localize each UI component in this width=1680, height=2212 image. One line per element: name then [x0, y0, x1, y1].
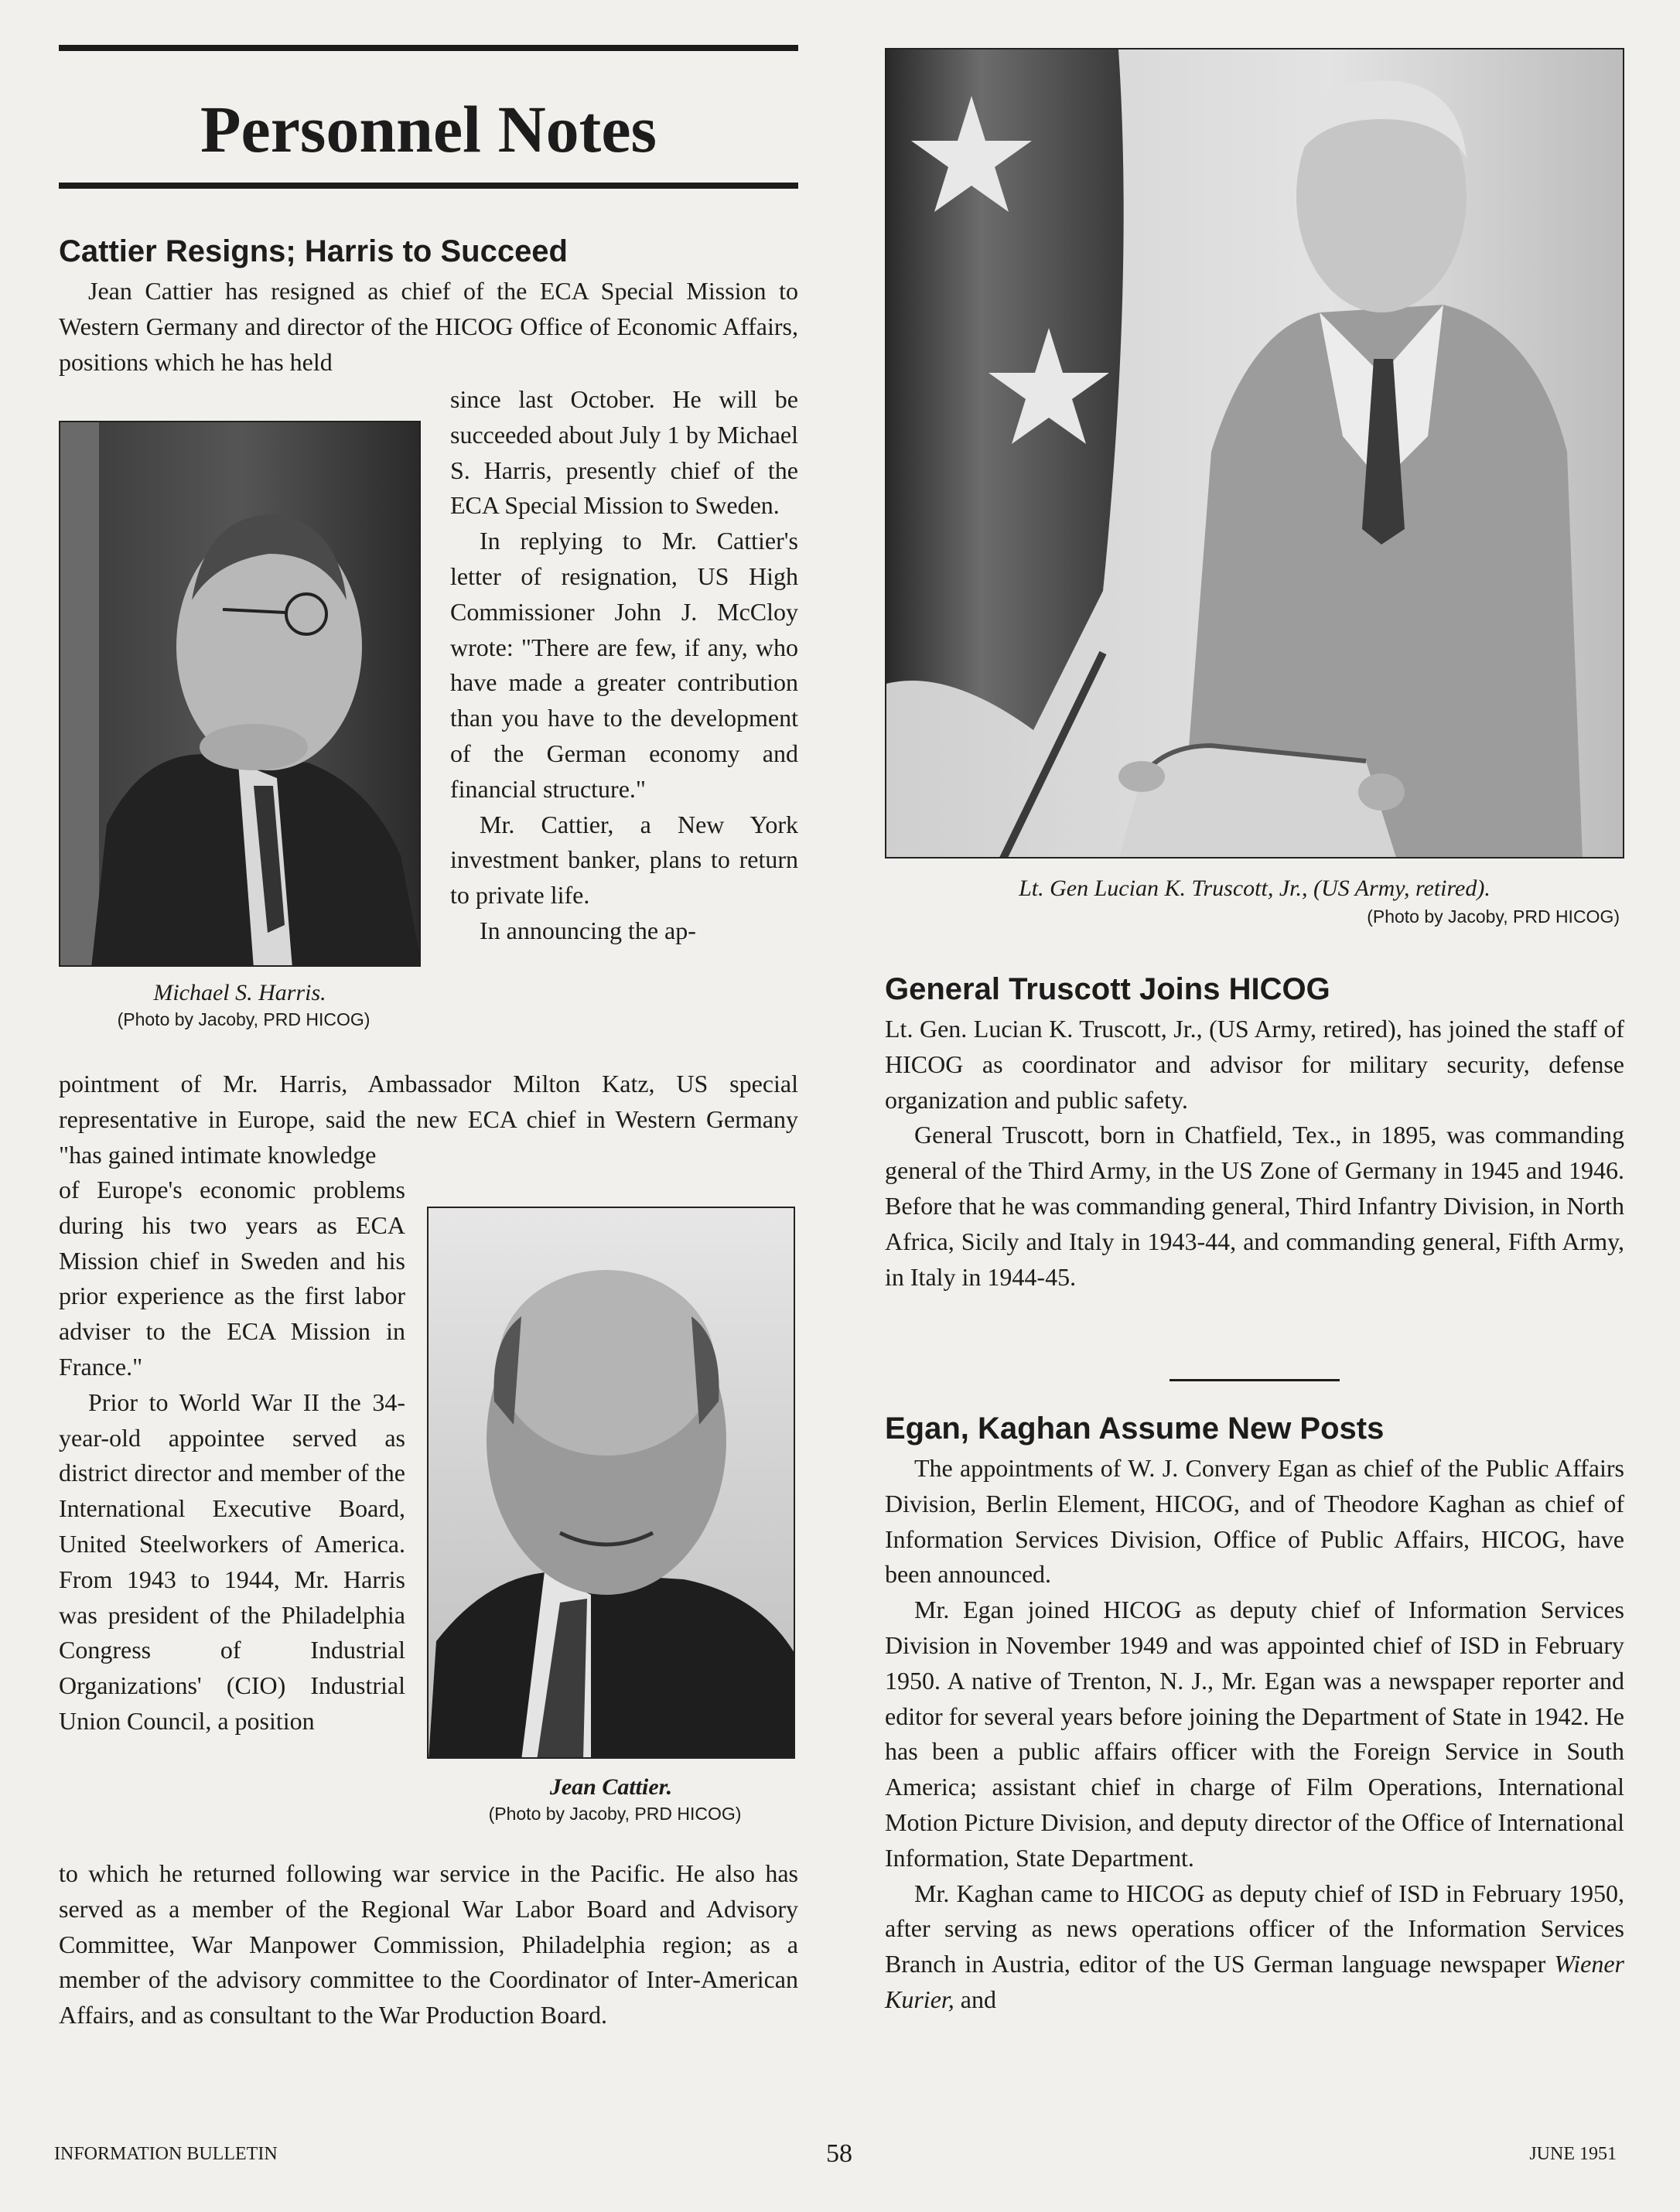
- article1-paragraph-4c: of Europe's economic problems during his two years as ECA Mission chief in Sweden and his prior experience as the first labor adviser to the ECA Mission in France.": [59, 1176, 405, 1381]
- article3-paragraph-2: Mr. Egan joined HICOG as deputy chief of Information Services Division in November 1949 and was appointed chief of ISD in February 1950. A native of Trenton, N. J., Mr. Egan was a newspaper reporter and editor for several years before joining the Department of State in 1942. He has been a public affairs officer with the Foreign Service in South America; assistant chief in charge of Film Operations, International Motion Picture Division, and deputy director of the Office of International Information, State Department.: [885, 1596, 1624, 1872]
- article1-paragraph-3: Mr. Cattier, a New York investment banker, plans to return to private life.: [450, 810, 798, 910]
- article1-fullwidth-1: [59, 1067, 798, 1173]
- article1-paragraph-1b: since last October. He will be succeeded about July 1 by Michael S. Harris, presently chief of the ECA Special Mission to Sweden.: [450, 385, 798, 520]
- footer-publication: INFORMATION BULLETIN: [54, 2144, 278, 2164]
- article1-fullwidth-2: [59, 1856, 798, 2033]
- cattier-credit: (Photo by Jacoby, PRD HICOG): [488, 1804, 742, 1824]
- article1-paragraph-5a: Prior to World War II the 34-year-old appointee served as district director and member of the International Executive Board, United Steelworkers of America. From 1943 to 1944, Mr. Harris was president of the Philadelphia Congress of Industrial Organizations' (CIO) Industrial Union Council, a position: [59, 1388, 405, 1735]
- footer-date: JUNE 1951: [1529, 2144, 1617, 2164]
- title-bottom-rule: [59, 183, 798, 189]
- article2-headline: General Truscott Joins HICOG: [885, 972, 1330, 1006]
- page-number: 58: [826, 2139, 852, 2168]
- harris-photo: [59, 421, 421, 967]
- harris-portrait-image: [60, 422, 421, 967]
- truscott-credit: (Photo by Jacoby, PRD HICOG): [1367, 906, 1620, 927]
- truscott-portrait-image: [886, 49, 1624, 859]
- article1-paragraph-1a: Jean Cattier has resigned as chief of the ECA Special Mission to Western Germany and director of the HICOG Office of Economic Affairs, positions which he has held: [59, 277, 798, 376]
- truscott-caption: Lt. Gen Lucian K. Truscott, Jr., (US Army, retired).: [1019, 876, 1490, 901]
- cattier-caption: Jean Cattier.: [549, 1774, 673, 1800]
- article3-paragraph-3a: Mr. Kaghan came to HICOG as deputy chief of ISD in February 1950, after serving as news operations officer of the Information Services Branch in Austria, editor of the US German language newspaper: [885, 1879, 1624, 1978]
- article2-paragraph-1: Lt. Gen. Lucian K. Truscott, Jr., (US Army, retired), has joined the staff of HICOG as coordinator and advisor for military security, defense organization and public safety.: [885, 1015, 1624, 1114]
- newspaper-name: Wiener Kurier,: [885, 1950, 1624, 2013]
- article2-paragraph-2: General Truscott, born in Chatfield, Tex., in 1895, was commanding general of the Third Army, in the US Zone of Germany in 1945 and 1946. Before that he was commanding general, Third Infantry Division, in North Africa, Sicily and Italy in 1943-44, and commanding general, Fifth Army, in Italy in 1944-45.: [885, 1121, 1624, 1291]
- truscott-photo: [885, 48, 1624, 859]
- article3-headline: Egan, Kaghan Assume New Posts: [885, 1412, 1385, 1446]
- article3-paragraph-3: [885, 1876, 1624, 2018]
- article3-body: [885, 1451, 1624, 2018]
- article3-paragraph-3b: and: [960, 1985, 996, 2013]
- article1-headline: Cattier Resigns; Harris to Succeed: [59, 234, 568, 268]
- article2-body: [885, 1012, 1624, 1295]
- article1-column-left: [59, 1173, 405, 1739]
- article1-paragraph-5b: to which he returned following war service in the Pacific. He also has served as a member of the Regional War Labor Board and Advisory Committee, War Manpower Commission, Philadelphia region; as a member of the advisory committee to the Coordinator of Inter-American Affairs, and as consultant to the War Production Board.: [59, 1859, 798, 2029]
- page-title: Personnel Notes: [200, 92, 657, 166]
- article3-paragraph-1: The appointments of W. J. Convery Egan as chief of the Public Affairs Division, Berlin Element, HICOG, and of Theodore Kaghan as chief of Information Services Division, Office of Public Affairs, HICOG, have been announced.: [885, 1454, 1624, 1589]
- cattier-photo: [427, 1207, 795, 1759]
- harris-caption: Michael S. Harris.: [153, 980, 326, 1005]
- article1-paragraph-4a: In announcing the ap-: [480, 916, 696, 944]
- cattier-portrait-image: [429, 1208, 795, 1759]
- article1-intro: [59, 274, 798, 380]
- harris-credit: (Photo by Jacoby, PRD HICOG): [117, 1009, 370, 1029]
- article1-column-right: [450, 382, 798, 949]
- title-top-rule: [59, 45, 798, 51]
- article1-paragraph-4b: pointment of Mr. Harris, Ambassador Milton Katz, US special representative in Europe, said the new ECA chief in Western Germany "has gained intimate knowledge: [59, 1070, 798, 1169]
- article-divider: [1170, 1379, 1340, 1381]
- article1-paragraph-2: In replying to Mr. Cattier's letter of resignation, US High Commissioner John J. McCloy wrote: "There are few, if any, who have made a greater contribution than you have to the development of the German economy and financial structure.": [450, 527, 798, 803]
